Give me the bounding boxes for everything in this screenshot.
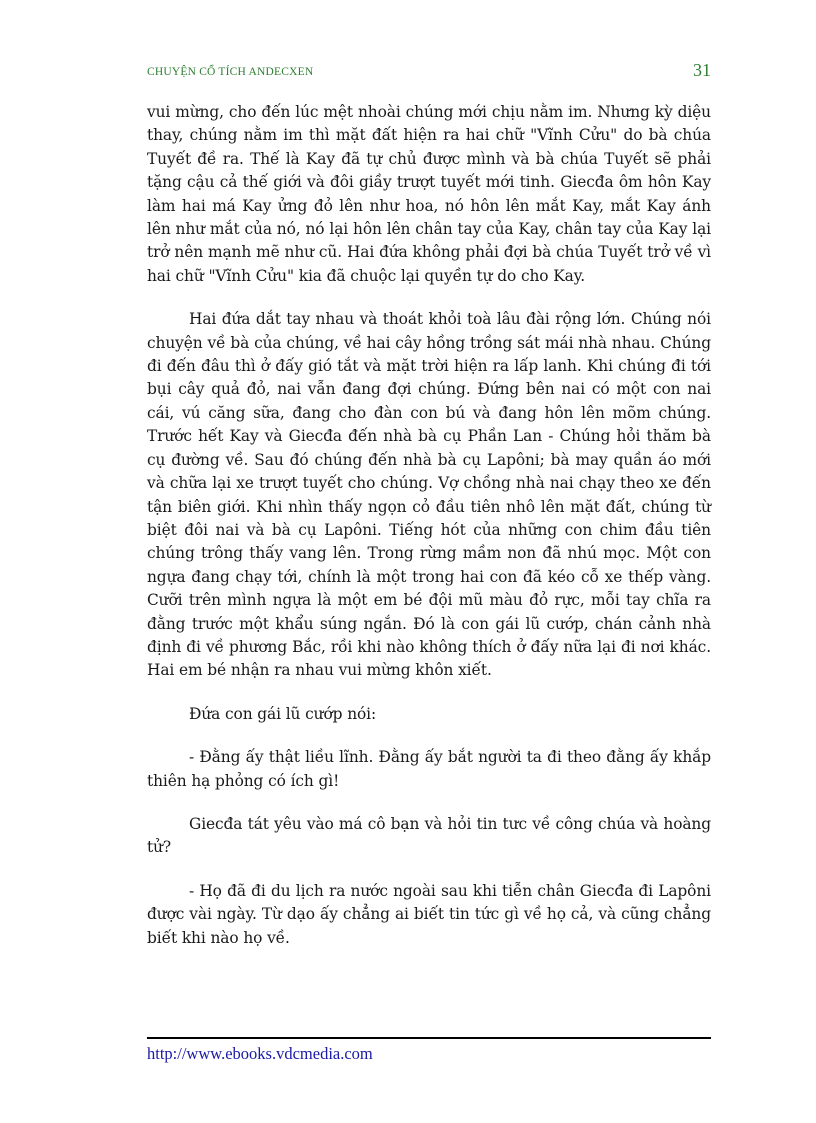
page-body [147,101,711,970]
dialogue-robber-girl: - Đằng ấy thật liều lĩnh. Đằng ấy bắt người ta đi theo đằng ấy khắp thiên hạ phỏng có ích gì! [147,748,711,790]
paragraph-journey-home: Hai đứa dắt tay nhau và thoát khỏi toà lâu đài rộng lớn. Chúng nói chuyện về bà của chúng, về hai cây hồng trồng sát mái nhà nhau. Chúng đi đến đâu thì ở đấy gió tắt và mặt trời hiện ra lấp lanh. Khi chúng đi tới bụi cây quả đỏ, nai vẫn đang đợi chúng. Đứng bên nai có một con nai cái, vú căng sữa, đang cho đàn con bú và đang hôn lên mõm chúng. Trước hết Kay và Giecđa đến nhà bà cụ Phần Lan - Chúng hỏi thăm bà cụ đường về. Sau đó chúng đến nhà bà cụ Lapôni; bà may quần áo mới và chữa lại xe trượt tuyết cho chúng. Vợ chồng nhà nai chạy theo xe đến tận biên giới. Khi nhìn thấy ngọn cỏ đầu tiên nhô lên mặt đất, chúng từ biệt đôi nai và bà cụ Lapôni. Tiếng hót của những con chim đầu tiên chúng trông thấy vang lên. Trong rừng mầm non đã nhú mọc. Một con ngựa đang chạy tới, chính là một trong hai con đã kéo cỗ xe thếp vàng. Cưỡi trên mình ngựa là một em bé đội mũ màu đỏ rực, mỗi tay chĩa ra đằng trước một khẩu súng ngắn. Đó là con gái lũ cướp, chán cảnh nhà định đi về phương Bắc, rồi khi nào không thích ở đấy nữa lại đi nơi khác. Hai em bé nhận ra nhau vui mừng khôn xiết. [147,310,711,680]
footer-divider [147,1037,711,1039]
dialogue-reply: - Họ đã đi du lịch ra nước ngoài sau khi tiễn chân Giecđa đi Lapôni được vài ngày. Từ dạo ấy chẳng ai biết tin tức gì về họ cả, và cũng chẳng biết khi nào họ về. [147,881,711,947]
paragraph-continuation: vui mừng, cho đến lúc mệt nhoài chúng mới chịu nằm im. Nhưng kỳ diệu thay, chúng nằm im thì mặt đất hiện ra hai chữ "Vĩnh Cửu" do bà chúa Tuyết đề ra. Thế là Kay đã tự chủ được mình và bà chúa Tuyết sẽ phải tặng cậu cả thế giới và đôi giầy trượt tuyết mới tinh. Giecđa ôm hôn Kay làm hai má Kay ửng đỏ lên như hoa, nó hôn lên mắt Kay, mắt Kay ánh lên như mắt của nó, nó lại hôn lên chân tay của Kay, chân tay của Kay lại trở nên mạnh mẽ như cũ. Hai đứa không phải đợi bà chúa Tuyết trở về vì hai chữ "Vĩnh Cửu" kia đã chuộc lại quyền tự do cho Kay. [147,103,711,285]
book-title: CHUYỆN CỔ TÍCH ANDECXEN [147,66,314,78]
paragraph-robber-girl-speaks: Đứa con gái lũ cướp nói: [189,704,377,723]
page-header [147,60,711,84]
page-number: 31 [693,60,711,80]
footer-website-link[interactable]: http://www.ebooks.vdcmedia.com [147,1044,373,1063]
paragraph-gerda-asks: Giecđa tát yêu vào má cô bạn và hỏi tin tưc về công chúa và hoàng tử? [147,814,711,857]
